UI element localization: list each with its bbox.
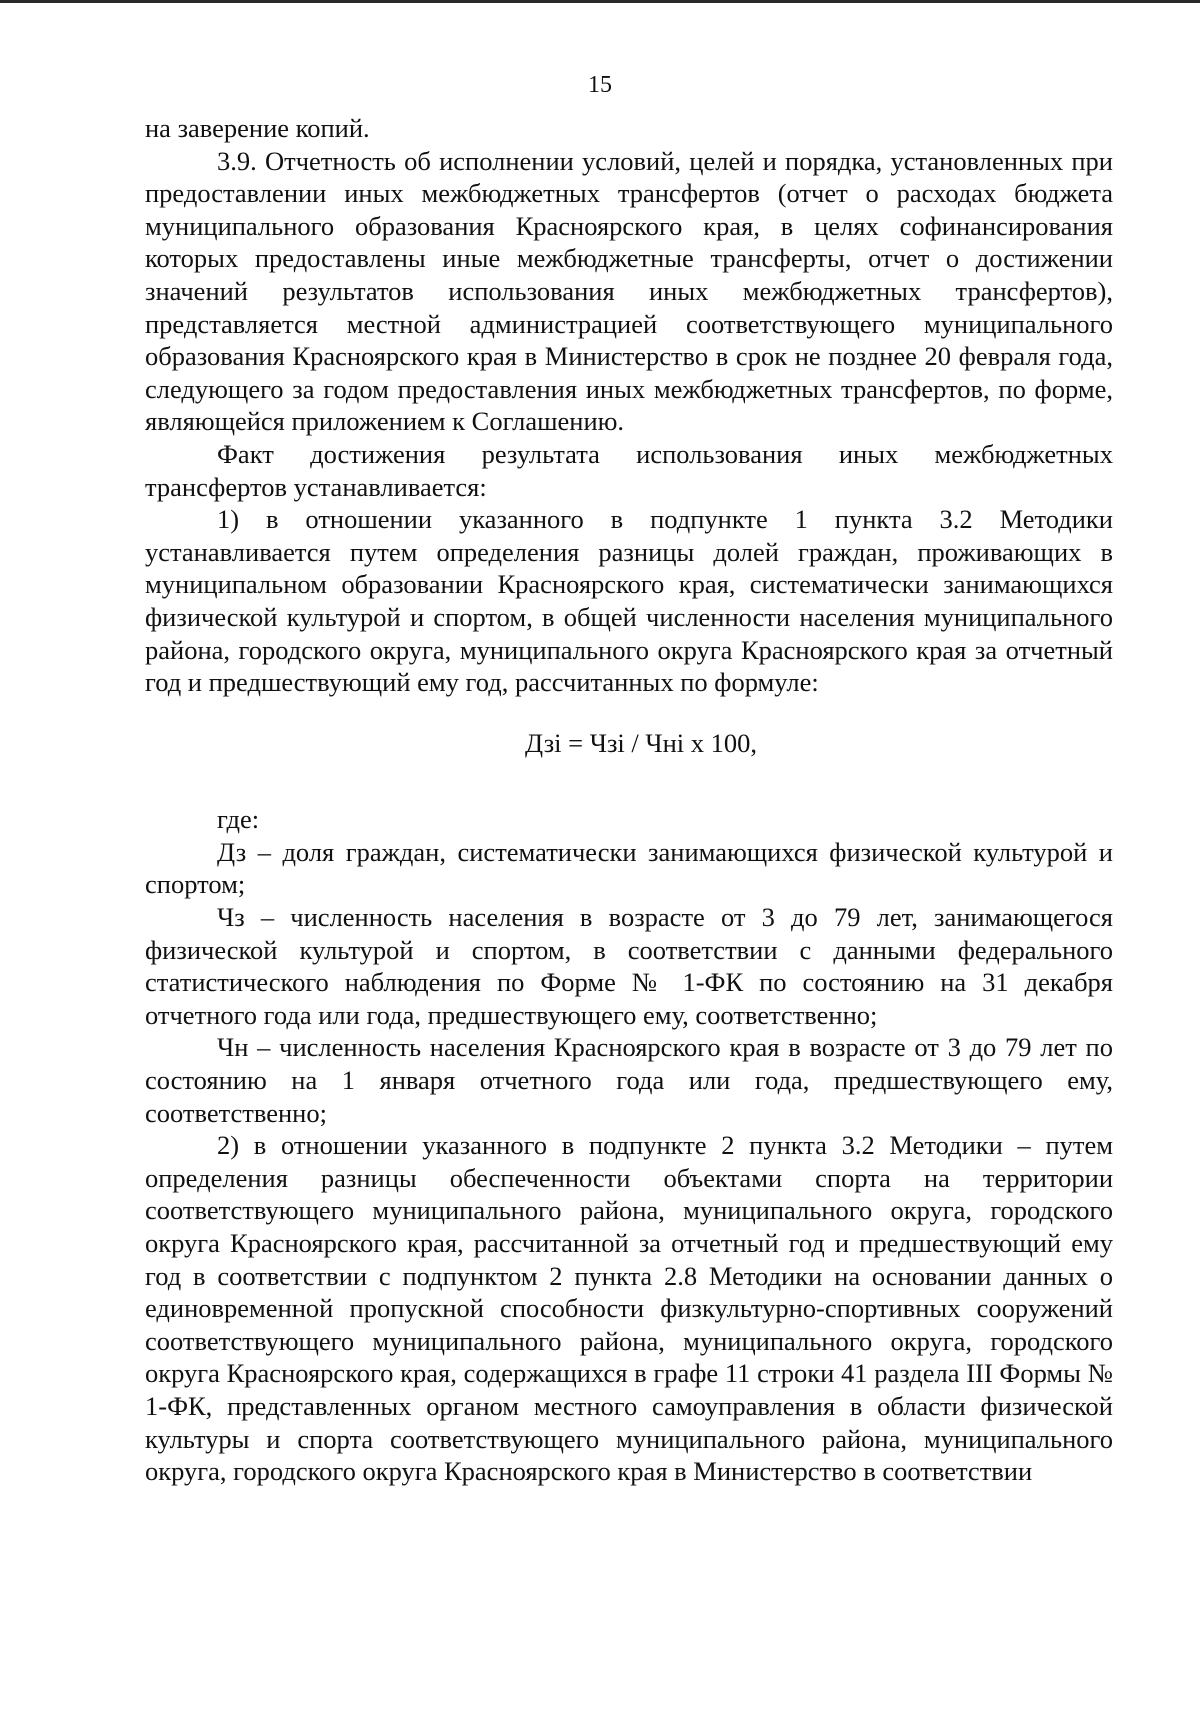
paragraph-result-fact: Факт достижения результата использования иных межбюджетных трансфертов устанавливается: — [145, 438, 1113, 502]
paragraph-item-2: 2) в отношении указанного в подпункте 2 пункта 3.2 Методики – путем определения разницы обеспеченности объектами спорта на территории соответствующего муниципального района, муниципального округа, городского округа Красноярского края, рассчитанной за отчетный год и предшествующий ему год в соответствии с подпунктом 2 пункта 2.8 Методики на основании данных о единовременной пропускной способности физкультурно-спортивных сооружений соответствующего муниципального района, муниципального округа, городского округа Красноярского края, содержащихся в графе 11 строки 41 раздела III Формы № 1-ФК, представленных органом местного самоуправления в области физической культуры и спорта соответствующего муниципального района, муниципального округа, городского округа Красноярского края в Министерство в соответствии — [145, 1130, 1113, 1487]
document-body — [145, 112, 1113, 1488]
paragraph-section-3-9: 3.9. Отчетность об исполнении условий, целей и порядка, установленных при предоставлении иных межбюджетных трансфертов (отчет о расходах бюджета муниципального образования Красноярского края, в целях софинансирования которых предоставлены иные межбюджетные трансферты, отчет о достижении значений результатов использования иных межбюджетных трансфертов), представляется местной администрацией соответствующего муниципального образования Красноярского края в Министерство в срок не позднее 20 февраля года, следующего за годом предоставления иных межбюджетных трансфертов, по форме, являющейся приложением к Соглашению. — [145, 145, 1113, 437]
definition-chz: Чз – численность населения в возрасте от 3 до 79 лет, занимающегося физической культурой и спортом, в соответствии с данными федерального статистического наблюдения по Форме № 1-ФК по состоянию на 31 декабря отчетного года или года, предшествующего ему, соответственно; — [145, 902, 1113, 1030]
formula: Дзi = Чзi / Чнi x 100, — [524, 727, 758, 758]
paragraph-where: где: — [217, 804, 260, 835]
definition-dz: Дз – доля граждан, систематически занимающихся физической культурой и спортом; — [145, 836, 1113, 900]
definition-chn: Чн – численность населения Красноярского края в возрасте от 3 до 79 лет по состоянию на 1 января отчетного года или года, предшествующего ему, соответственно; — [145, 1032, 1113, 1128]
scan-edge-line — [0, 0, 1200, 3]
paragraph-continuation: на заверение копий. — [145, 113, 370, 143]
page-number: 15 — [588, 72, 612, 98]
paragraph-item-1: 1) в отношении указанного в подпункте 1 пункта 3.2 Методики устанавливается путем определения разницы долей граждан, проживающих в муниципальном образовании Красноярского края, систематически занимающихся физической культурой и спортом, в общей численности населения муниципального района, городского округа, муниципального округа Красноярского края за отчетный год и предшествующий ему год, рассчитанных по формуле: — [145, 504, 1113, 698]
